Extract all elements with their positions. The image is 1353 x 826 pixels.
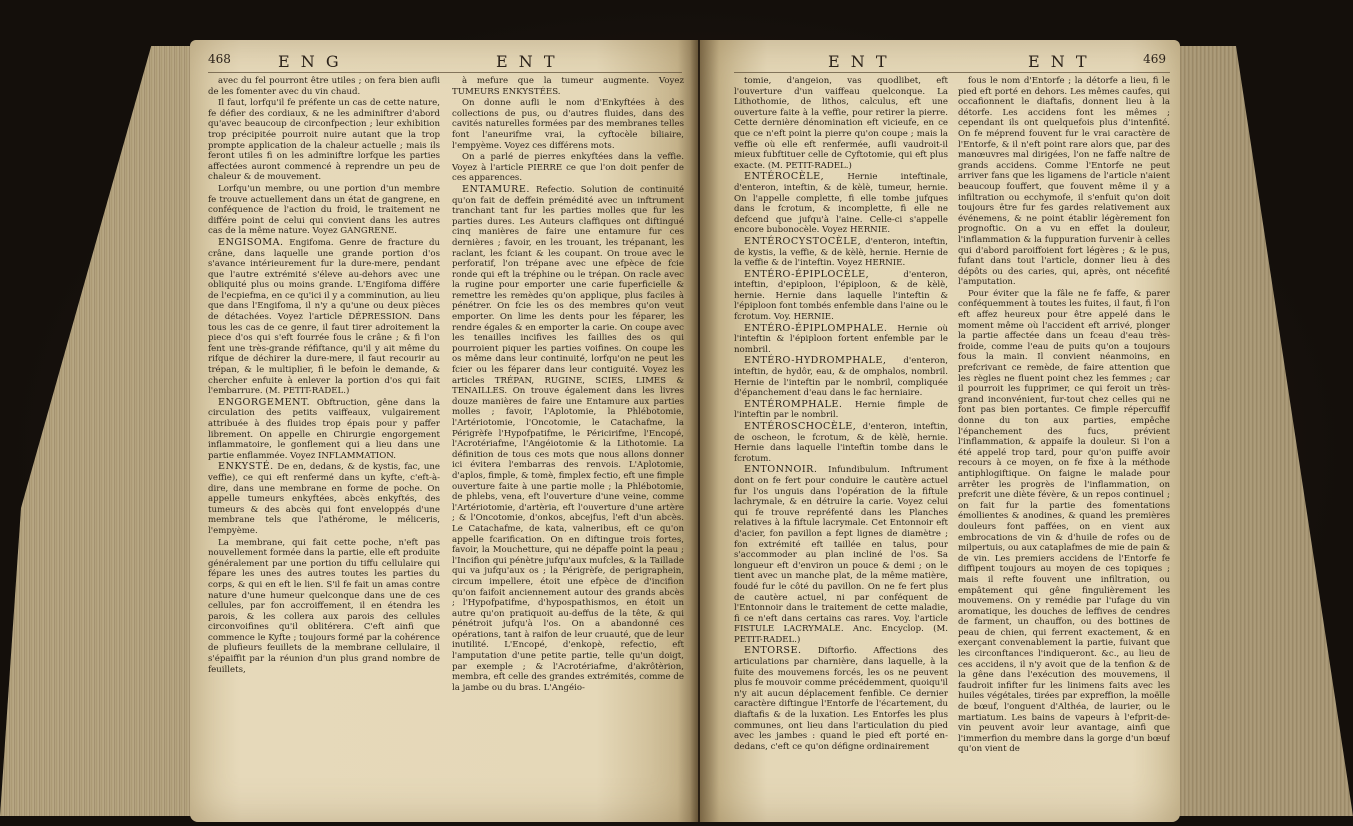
entry-paragraph <box>734 324 948 356</box>
entry-paragraph <box>208 398 440 462</box>
entry-text: d'enteron, inteftin, de oscheon, le fcrotum, & de kèlè, hernie. Hernie dans laquelle l'inteftin tombe dans le fcrotum. <box>734 422 948 464</box>
entry-text: d'enteron, inteftin, d'epiploon, l'épiploon, & de kèlè, hernie. Hernie dans laquelle l'inteftin & l'épiploon font tombés enfemble dans l'aine ou le fcrotum. Voy. HERNIE. <box>734 269 948 323</box>
entry-paragraph <box>734 422 948 464</box>
entry-paragraph <box>452 76 684 97</box>
entry-text: Diftorfio. Affections des articulations par charnière, dans laquelle, à la fuite des mouvemens forcés, les os ne peuvent plus fe mouvoir comme précédemment, quoiqu'il n'y ait aucun déplacement fenfible. Ce dernier caractère diftingue l'Entorfe de l'écartement, du diaftafis & de la luxation. Les Entorfes les plus communes, ont lieu dans l'articulation du pied avec les jambes : quand le pied eft porté en-dedans, c'eft ce qu'on défigne ordinairement <box>734 646 948 752</box>
entry-paragraph <box>734 172 948 236</box>
entry-text: De en, dedans, & de kystis, fac, une veffie), ce qui eft renfermé dans un kyfte, c'eft-à-dire, dans une membrane en forme de poche. On appelle tumeurs enkyftées, abcès enkyftés, des tumeurs & des abcès qui font enveloppés d'une membrane tels que l'athérome, le méliceris, l'empyème. <box>208 462 440 536</box>
entry-paragraph <box>734 76 948 171</box>
entry-text: Lorfqu'un membre, ou une portion d'un membre fe trouve actuellement dans un état de gangrene, en conféquence de l'action du froid, le traitement ne différe point de celui qui convient dans les autres cas de la même nature. Voyez GANGRENE. <box>208 183 440 237</box>
left-page-number: 468 <box>208 52 231 66</box>
entry-text: à mefure que la tumeur augmente. Voyez TUMEURS ENKYSTÉES. <box>452 76 684 97</box>
entry-paragraph <box>208 184 440 237</box>
entry-headword: ENTAMURE. <box>462 183 530 195</box>
entry-headword: ENTÉRO-ÉPIPLOCÈLE, <box>744 268 870 280</box>
entry-text: Pour éviter que la fâle ne fe faffe, & parer conféquemment à toutes les fuites, il faut, fi l'on eft affez heureux pour être appelé dans le moment même où l'accident eft arrivé, plonger la partie affectée dans un fceau d'eau très-froide, comme l'eau de puits qu'on a toujours fous la main. Il convient néanmoins, en prefcrivant ce remède, de faire attention que les règles ne fluent point chez les femmes ; car il pourroit les fupprimer, ce qui feroit un très-grand inconvénient, fur-tout chez celles qui ne font pas bien portantes. Ce fimple répercuffif donne du ton aux parties, empêche l'épanchement des fucs, prévient l'inflammation, & appaife la douleur. Si l'on a été appelé trop tard, pour qu'on puiffe avoir recours à ce moyen, on fe fixe à la méthode antiphlogiftique. On faigne le malade pour arrêter les progrès de l'inflammation, on prefcrit une diète févère, & un repos continuel ; on fait fur la partie des fomentations émollientes & anodines, & quand les premières douleurs font paffées, on en vient aux embrocations de vin & d'huile de rofes ou de milpertuis, ou aux cataplafmes de mie de pain & de vin. Les premiers accidens de l'Entorfe fe diffipent toujours au moyen de ces topiques ; mais il refte fouvent une infiltration, ou empâtement qui gêne fingulièrement les mouvemens. On y remédie par l'ufage du vin aromatique, les douches de leffives de cendres de farment, un chauffon, ou des bottines de peau de chien, qui ferrent exactement, & en exerçant convenablement la partie, fuivant que les circonftances l'indiqueront. &c., au lieu de ces accidens, il n'y avoit que de la tenfion & de la gêne dans l'exécution des mouvemens, il faudroit infifter fur les linimens faits avec les huiles végétales, tirées par expreffion, la moëlle de bœuf, l'onguent d'Althéa, de laurier, ou le martiatum. Les bains de vapeurs à l'efprit-de-vin peuvent avoir leur avantage, ainfi que l'immerfion du membre dans la gorge d'un bœuf qu'on vient de <box>958 288 1170 755</box>
entry-paragraph <box>734 465 948 645</box>
left-running-head-2: E N T <box>496 52 558 71</box>
right-running-head-2: E N T <box>1028 52 1090 71</box>
entry-text: On donne aufli le nom d'Enkyftées à des collections de pus, ou d'autres fluides, dans des cavités naturelles formées par des membranes telles font l'aneurifme vrai, la cyftocèle biliaire, l'empyème. Voyez ces différens mots. <box>452 98 684 151</box>
entry-text: Engifoma. Genre de fracture du crâne, dans laquelle une grande portion d'os s'avance intérieurement fur la dure-mere, pendant que l'autre extrémité s'éleve au-dehors avec une obliquité plus ou moins grande. L'Engifoma différe de l'ecpiefma, en ce qu'ici il y a comminution, au lieu que dans l'Engifoma, il n'y a qu'une ou deux pièces de détachées. Voyez l'article DÉPRESSION. Dans tous les cas de ce genre, il faut tirer adroitement la piece d'os qui s'eft fourrée fous le crâne ; & fi l'on fent une très-grande réfiftance, qu'il y ait même du rifque de déchirer la dure-mere, il faut recourir au trépan, & le multiplier, fi le befoin le demande, & chercher enfuite à enlever la portion d'os qui fait l'embarrure. (M. PETIT-RADEL.) <box>208 237 440 397</box>
entry-paragraph <box>208 76 440 97</box>
entry-text: Obftruction, gêne dans la circulation des petits vaiffeaux, vulgairement attribuée à des fluides trop épais pour y paffer librement. On appelle en Chirurgie engorgement inflammatoire, le gonflement qui a lieu dans une partie enflammée. Voyez INFLAMMATION. <box>208 397 440 461</box>
entry-text: Refectio. Solution de continuité qu'on fait de deffein prémédité avec un inftrument tranchant tant fur les parties molles que fur les parties dures. Les Auteurs claffiques ont diftingué cinq manières de faire une entamure fur ces dernières ; favoir, en les trouant, les trépanant, les raclant, les fciant & les coupant. On troue avec le perforatif, l'on trépane avec une efpèce de fcie ronde qui eft la tréphine ou le trépan. On racle avec la rugine pour emporter une carie fuperficielle & remettre les remèdes qu'on applique, plus faciles à pénétrer. On fcie les os des membres qu'on veut emporter. On lime les dents pour les féparer, les rendre égales & en emporter la carie. On coupe avec les tenailles incifives les faillies des os qui pourroient piquer les parties voifines. On coupe les os même dans leur continuité, lorfqu'on ne peut les fcier ou les féparer dans leur contiguité. Voyez les articles TRÉPAN, RUGINE, SCIES, LIMES & TENAILLES. On trouve également dans les livres douze manières de faire une Entamure aux parties molles ; favoir, l'Aplotomie, la Phlébotomie, l'Artériotomie, l'Oncotomie, le Catachafme, la Périgrèfe l'Hypofpatifme, le Péricirifme, l'Encopé, l'Acrotériafme, l'Angéiotomie & la Lithotomie. La définition de tous ces mots que nous allons donner ici évitera l'embarras des renvois. L'Aplotomie, d'aplos, fimple, & tomè, fimplex fectio, eft une fimple ouverture faite à une partie molle ; la Phlébotomie, de phlebs, vena, eft l'ouverture d'une veine, comme l'Artériotomie, d'artèria, eft l'ouverture d'une artère ; & l'Oncotomie, d'onkos, abcejfus, l'eft d'un abcès. Le Catachafme, de kata, valneribus, eft ce qu'on appelle fcarification. On en diftingue trois fortes, favoir, la Mouchetture, qui ne dépaffe point la peau ; l'Incifion qui pénètre jufqu'aux mufcles, & la Taillade qui va jufqu'aux os ; la Périgrèfe, de perigraphein, circum impellere, étoit une efpèce de d'incifion qu'on faifoit anciennement autour des grands abcès ; l'Hypofpatifme, d'hypospathismos, en étoit un autre qu'on pratiquoit au-deffus de la tête, & qui pénétroit jufqu'à l'os. On a abandonné ces opérations, tant à raifon de leur cruauté, que de leur inutilité. L'Encopé, d'enkopè, refectio, eft l'amputation d'une petite partie, telle qu'un doigt, par exemple ; & l'Acrotériafme, d'akrôtèrion, membra, eft celle des grandes extrémités, comme de la jambe ou du bras. L'Angéio- <box>452 184 684 693</box>
entry-text: avec du fel pourront être utiles ; on fera bien aufli de les fomenter avec du vin chaud. <box>208 76 440 97</box>
entry-headword: ENTONNOIR. <box>744 464 818 476</box>
right-column-a <box>734 76 948 810</box>
right-page-header <box>736 52 1166 74</box>
left-page-header <box>208 52 680 74</box>
entry-headword: ENTORSE. <box>744 645 802 657</box>
entry-paragraph <box>208 462 440 536</box>
entry-headword: ENTÉRO-ÉPIPLOMPHALE. <box>744 322 888 334</box>
entry-headword: ENTÉRO-HYDROMPHALE, <box>744 355 887 367</box>
entry-paragraph <box>452 98 684 151</box>
entry-paragraph <box>734 356 948 398</box>
entry-paragraph <box>958 289 1170 755</box>
entry-paragraph <box>734 270 948 323</box>
entry-text: Hernie inteftinale, d'enteron, inteftin, & de kèlè, tumeur, hernie. On l'appelle complette, fi elle tombe jufques dans le fcrotum, & incomplette, fi elle ne defcend que jufqu'à l'aine. Celle-ci s'appelle encore bubonocèle. Voyez HERNIE. <box>734 172 948 236</box>
entry-text: Hernie où l'inteftin & l'épiploon fortent enfemble par le nombril. <box>734 323 948 355</box>
entry-text: d'enteron, inteftin, de hydôr, eau, & de omphalos, nombril. Hernie de l'inteftin par le nombril, compliquée d'épanchement d'eau dans le fac herniaire. <box>734 356 948 399</box>
entry-headword: ENKYSTÉ. <box>218 461 274 473</box>
right-column-b <box>958 76 1170 810</box>
entry-paragraph <box>452 185 684 694</box>
left-page-stack-edge <box>0 46 210 816</box>
right-page <box>700 40 1180 822</box>
entry-paragraph <box>958 76 1170 288</box>
header-rule <box>734 72 1170 73</box>
entry-text: Hernie fimple de l'inteftin par le nombril. <box>734 399 948 421</box>
entry-headword: ENGORGEMENT. <box>218 396 311 408</box>
header-rule <box>208 72 682 73</box>
entry-paragraph <box>452 152 684 184</box>
entry-headword: ENGISOMA. <box>218 236 284 248</box>
entry-text: fous le nom d'Entorfe ; la détorfe a lieu, fi le pied eft porté en dehors. Les mêmes caufes, qui occafionnent le diaftafis, donnent lieu à la détorfe. Les accidens font les mêmes ; cependant ils ont quelquefois plus d'intenfité. On fe méprend fouvent fur le vrai caractère de l'Entorfe, & il n'eft point rare alors que, par des manœuvres mal dirigées, l'on ne faffe naître de grands accidens. Comme l'Entorfe ne peut arriver fans que les ligamens de l'article n'aient beaucoup fouffert, que fouvent même il y a infiltration ou ecchymofe, il s'enfuit qu'on doit toujours être fur fes gardes relativement aux événemens, & ne point établir légèrement fon prognoftic. On a vu en effet la douleur, l'inflammation & la fuppuration furvenir à celles qui d'abord paroiffoient fort légères ; & le pus, fufant dans tout l'article, donner lieu à des dépôts ou des caries, qui, après, ont nécefité l'amputation. <box>958 76 1170 288</box>
right-page-number: 469 <box>1143 52 1166 66</box>
left-running-head-1: E N G <box>278 52 342 71</box>
right-page-stack-edge <box>1173 46 1353 816</box>
entry-paragraph <box>734 646 948 752</box>
left-column-b <box>452 76 684 810</box>
entry-text: d'enteron, inteftin, de kystis, la veffie, & de kèlè, hernie. Hernie de la veffie & de l'inteftin. Voyez HERNIE. <box>734 236 948 269</box>
entry-paragraph <box>734 400 948 421</box>
entry-text: On a parlé de pierres enkyftées dans la veffie. Voyez à l'article PIERRE ce que l'on doit penfer de ces apparences. <box>452 152 684 184</box>
entry-paragraph <box>208 538 440 676</box>
entry-headword: ENTÉROSCHOCÈLE, <box>744 421 857 432</box>
entry-headword: ENTÉROMPHALE. <box>744 398 843 410</box>
entry-paragraph <box>208 238 440 397</box>
entry-headword: ENTÉROCÈLE, <box>744 171 825 183</box>
entry-text: La membrane, qui fait cette poche, n'eft pas nouvellement formée dans la partie, elle eft produite généralement par une portion du tiffu cellulaire qui fépare les unes des autres toutes les parties du corps, & qui en eft le lien. S'il fe fait un amas contre nature d'une humeur quelconque dans une de ces cellules, par fon accroiffement, il en étendra les parois, & les collera aux parois des cellules circonvoifines qu'il oblitérera. C'eft ainfi que commence le Kyfte ; toujours formé par la cohérence de plufieurs feuillets de la membrane cellulaire, il s'épaiffit par la réunion d'un plus grand nombre de feuillets, <box>208 537 440 675</box>
entry-text: Il faut, lorfqu'il fe préfente un cas de cette nature, fe défier des cordiaux, & ne les adminiftrer d'abord qu'avec beaucoup de circonfpection ; leur exhibition trop précipitée pourroit nuire autant que la trop prompte application de la chaleur actuelle ; mais ils feront utiles fi on les adminiftre lorfque les parties affectées auront commencé à reprendre un peu de chaleur & de mouvement. <box>208 98 440 183</box>
right-running-head-1: E N T <box>828 52 890 71</box>
entry-text: tomie, d'angeion, vas quodlibet, eft l'ouverture d'un vaiffeau quelconque. La Lithothomie, de lithos, calculus, eft une ouverture faite à la veffie, pour retirer la pierre. Cette dernière dénomination eft vicieufe, en ce que ce n'eft point la pierre qu'on coupe ; mais la veffie où elle eft renfermée, aufli vaudroit-il mieux fubftituer celle de Cyftotomie, qui eft plus exacte. (M. PETIT-RADEL.) <box>734 76 948 171</box>
left-page <box>190 40 698 822</box>
entry-paragraph <box>734 237 948 269</box>
entry-text: Infundibulum. Inftrument dont on fe fert pour conduire le cautère actuel fur l'os unguis dans l'opération de la fiftule lachrymale, & en détruire la carie. Voyez celui qui fe trouve repréfenté dans les Planches relatives à la fiftule lacrymale. Cet Entonnoir eft d'acier, fon pavillon a fept lignes de diamètre ; fon extrémité eft taillée en talus, pour s'accommoder au plan incliné de l'os. Sa longueur eft d'environ un pouce & demi ; on le tient avec un manche plat, de la même matière, foudé fur le côté du pavillon. On ne fe fert plus de cautère actuel, ni par conféquent de l'Entonnoir dans le traitement de cette maladie, fi ce n'eft dans certains cas rares. Voy. l'article FISTULE LACRYMALE. Anc. Encyclop. (M. PETIT-RADEL.) <box>734 465 948 645</box>
left-column-a <box>208 76 440 810</box>
entry-paragraph <box>208 98 440 183</box>
entry-headword: ENTÉROCYSTOCÈLE, <box>744 235 862 247</box>
